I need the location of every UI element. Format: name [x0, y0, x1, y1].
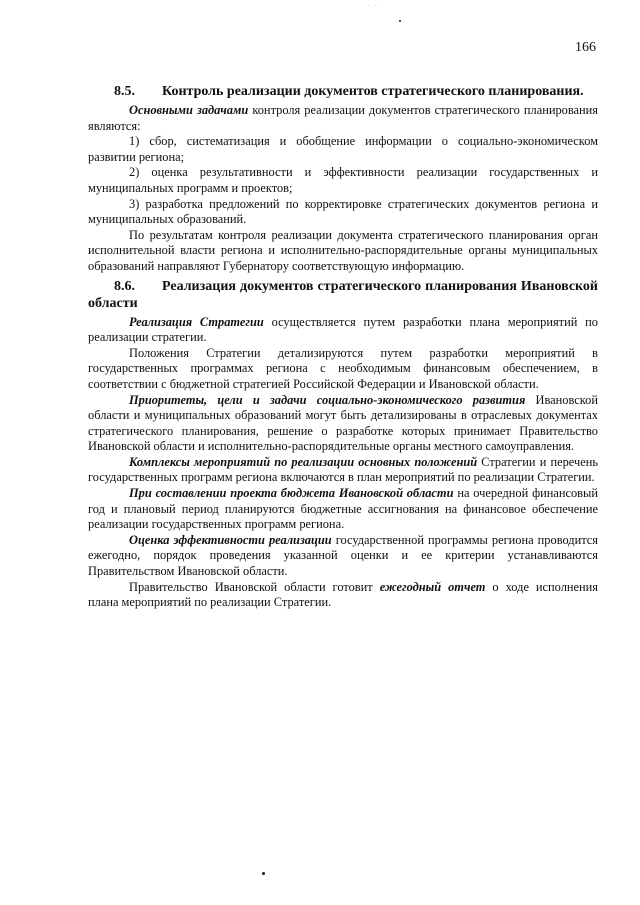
paragraph: [88, 580, 598, 611]
paragraph-lead: Реализация Стратегии: [129, 314, 264, 329]
paragraph-text: Положения Стратегии детализируются путем разработки мероприятий в государственных программах региона с необходимым финансовым обеспечением, в соответствии с бюджетной стратегией Российской Федерации и Ивановской области.: [88, 345, 598, 391]
paragraph: [88, 533, 598, 580]
paragraph-emphasis: ежегодный отчет: [379, 579, 486, 594]
section-title: Контроль реализации документов стратегического планирования.: [162, 84, 584, 99]
document-body: [88, 80, 598, 611]
paragraph: [88, 197, 598, 228]
paragraph: [88, 486, 598, 533]
page-number: 166: [575, 40, 596, 55]
paragraph: [88, 103, 598, 134]
paragraph: [88, 315, 598, 346]
paragraph-text: контроля реализации документов стратегического планирования являются:: [88, 103, 598, 133]
scan-dot: [399, 20, 401, 22]
paragraph-text: 3) разработка предложений по корректировке стратегических документов региона и муниципальных образований.: [88, 196, 598, 227]
paragraph-text: Ивановской области и муниципальных образований могут быть детализированы в отраслевых документах стратегического планирования, решение о разработке которых принимает Правительство Ивановской области и исполнительно-распорядительные органы местного самоуправления.: [88, 392, 598, 454]
paragraph-lead: При составлении проекта бюджета Ивановской области: [129, 486, 454, 501]
paragraph-text: государственной программы региона проводится ежегодно, порядок проведения указанной оценки и ее критерии устанавливаются Правительством Ивановской области.: [88, 532, 598, 579]
paragraph-lead: Оценка эффективности реализации: [129, 532, 332, 547]
section-heading-8-5: [88, 83, 598, 100]
paragraph-lead: Приоритеты, цели и задачи социально-экономического развития: [129, 392, 526, 407]
paragraph-text: осуществляется путем разработки плана мероприятий по реализации стратегии.: [88, 314, 598, 345]
scan-dot: [262, 872, 265, 875]
paragraph: [88, 134, 598, 165]
section-title: Реализация документов стратегического планирования Ивановской области: [88, 278, 598, 311]
section-number: 8.6.: [114, 278, 135, 294]
paragraph-text: Стратегии и перечень государственных программ региона включаются в план мероприятий по реализации Стратегии.: [88, 454, 598, 485]
paragraph-text: на очередной финансовый год и плановый период планируются бюджетные ассигнования на финансовое обеспечение реализации государственных программ региона.: [88, 486, 598, 532]
paragraph-lead: Комплексы мероприятий по реализации основных положений: [129, 454, 478, 469]
paragraph: [88, 165, 598, 196]
section-number: 8.5.: [114, 84, 135, 99]
paragraph-text: По результатам контроля реализации документа стратегического планирования орган исполнительной власти региона и исполнительно-распорядительные органы муниципальных образований направляют Губернатору соответствующую информацию.: [88, 227, 598, 273]
paragraph-text: Правительство Ивановской области готовит: [129, 579, 380, 594]
paragraph: [88, 346, 598, 393]
scan-artifact: · · ·: [368, 2, 384, 10]
paragraph: [88, 393, 598, 455]
paragraph: [88, 455, 598, 486]
paragraph-lead: Основными задачами: [129, 103, 249, 117]
section-heading-8-6: [88, 278, 598, 312]
paragraph-text: 2) оценка результативности и эффективности реализации государственных и муниципальных программ и проектов;: [88, 165, 598, 195]
paragraph-text: 1) сбор, систематизация и обобщение информации о социально-экономическом развитии региона;: [88, 134, 598, 164]
paragraph: [88, 228, 598, 275]
paragraph-text: о ходе исполнения плана мероприятий по реализации Стратегии.: [88, 579, 598, 610]
